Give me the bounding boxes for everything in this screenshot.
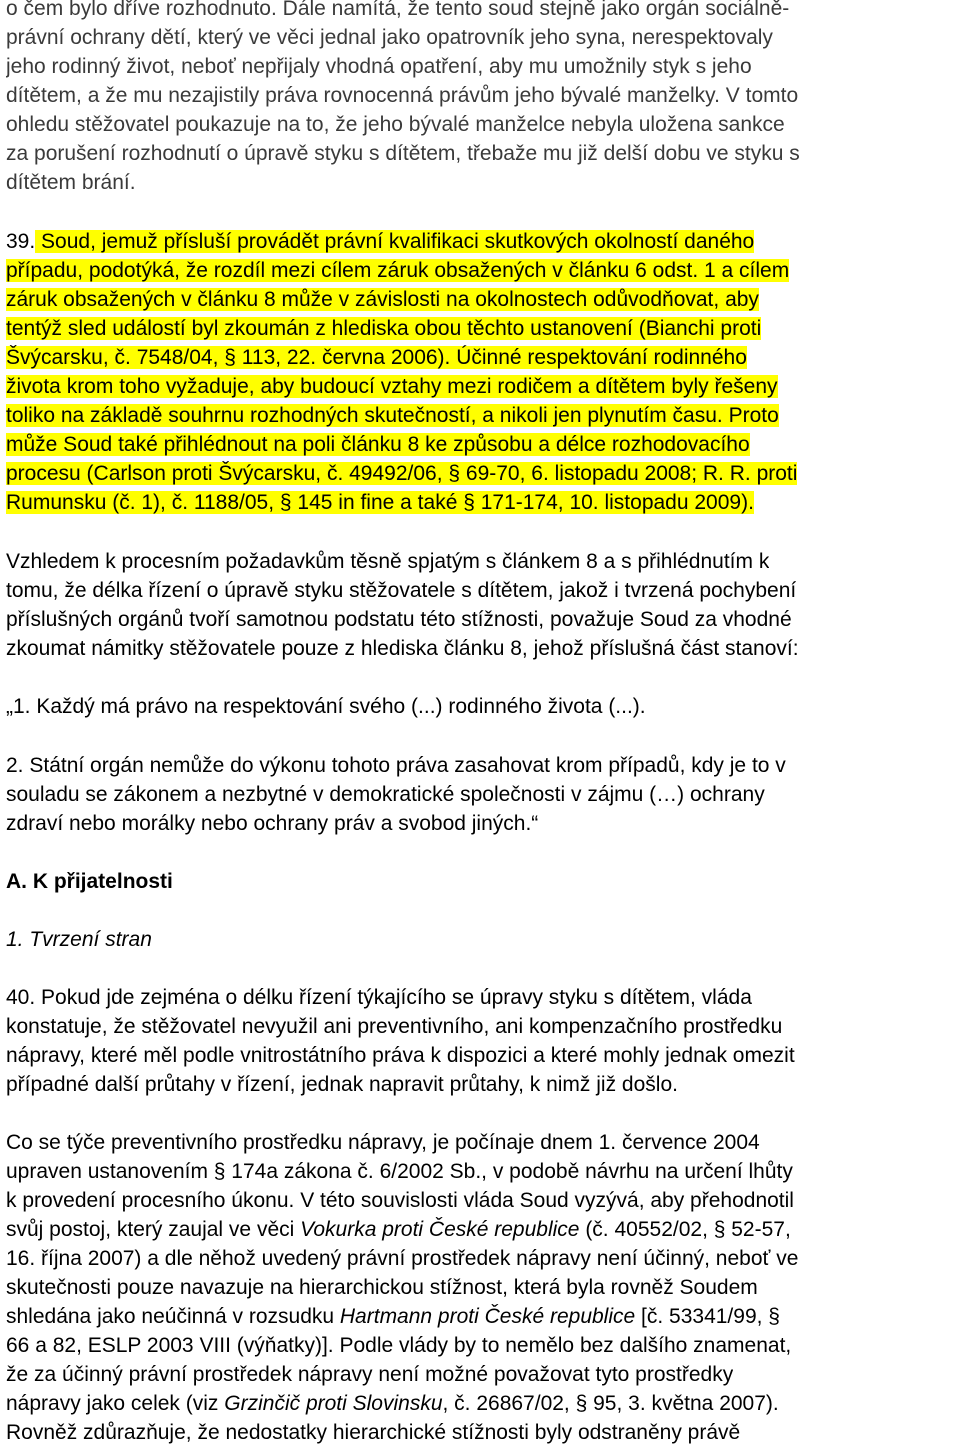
text-line xyxy=(6,488,754,517)
text-line xyxy=(6,401,779,430)
text-line xyxy=(6,459,797,488)
text-line: o čem bylo dříve rozhodnuto. Dále namítá, že tento soud stejně jako orgán sociálně- xyxy=(6,0,790,20)
text-line xyxy=(6,1215,791,1244)
text-line: Co se týče preventivního prostředku nápravy, je počínaje dnem 1. července 2004 xyxy=(6,1131,760,1154)
text-line: zkoumat námitky stěžovatele pouze z hlediska článku 8, jehož příslušná část stanoví: xyxy=(6,637,799,660)
text-segment: shledána jako neúčinná v rozsudku xyxy=(6,1305,340,1328)
text-line: zdraví nebo morálky nebo ochrany práv a svobod jiných.“ xyxy=(6,812,539,835)
text-line xyxy=(6,227,754,256)
text-line: právní ochrany dětí, který ve věci jednal jako opatrovník jeho syna, nerespektovaly xyxy=(6,26,773,49)
text-line: případné další průtahy v řízení, jednak napravit průtahy, k nimž již došlo. xyxy=(6,1073,678,1096)
text-line xyxy=(6,285,759,314)
text-line: skutečnosti pouze navazuje na hierarchickou stížnost, která byla rovněž Soudem xyxy=(6,1276,758,1299)
text-line: upraven ustanovením § 174a zákona č. 6/2002 Sb., v podobě návrhu na určení lhůty xyxy=(6,1160,793,1183)
text-segment: nápravy jako celek (viz xyxy=(6,1392,225,1415)
text-line: ohledu stěžovatel poukazuje na to, že jeho bývalé manželce nebyla uložena sankce xyxy=(6,113,785,136)
text-segment: svůj postoj, který zaujal ve věci xyxy=(6,1218,301,1241)
text-line: souladu se zákonem a nezbytné v demokratické společnosti v zájmu (…) ochrany xyxy=(6,783,765,806)
highlighted-text: může Soud také přihlédnout na poli článku 8 ke způsobu a délce rozhodovacího xyxy=(6,433,750,456)
subsection-heading: 1. Tvrzení stran xyxy=(6,928,152,951)
text-line: dítětem, a že mu nezajistily práva rovnocenná právům jeho bývalé manželky. V tomto xyxy=(6,84,799,107)
text-segment: (č. 40552/02, § 52-57, xyxy=(579,1218,791,1241)
text-line: Vzhledem k procesním požadavkům těsně spjatým s článkem 8 a s přihlédnutím k xyxy=(6,550,770,573)
highlighted-text: Rumunsku (č. 1), č. 1188/05, § 145 in fine a také § 171-174, 10. listopadu 2009). xyxy=(6,491,754,514)
highlighted-text: Švýcarsku, č. 7548/04, § 113, 22. června 2006). Účinné respektování rodinného xyxy=(6,346,747,369)
text-line: 2. Státní orgán nemůže do výkonu tohoto práva zasahovat krom případů, kdy je to v xyxy=(6,754,786,777)
text-line xyxy=(6,314,761,343)
text-line: že za účinný právní prostředek nápravy není možné považovat tyto prostředky xyxy=(6,1363,734,1386)
text-line: konstatuje, že stěžovatel nevyužil ani preventivního, ani kompenzačního prostředku xyxy=(6,1015,783,1038)
highlighted-text: tentýž sled událostí byl zkoumán z hlediska obou těchto ustanovení (Bianchi proti xyxy=(6,317,762,340)
text-line: k provedení procesního úkonu. V této souvislosti vláda Soud vyzývá, aby přehodnotil xyxy=(6,1189,794,1212)
text-line xyxy=(6,1302,780,1331)
text-line: jeho rodinný život, neboť nepřijaly vhodná opatření, aby mu umožnily styk s jeho xyxy=(6,55,752,78)
text-line: za porušení rozhodnutí o úpravě styku s dítětem, třebaže mu již delší dobu ve styku s xyxy=(6,142,800,165)
case-name: Vokurka proti České republice xyxy=(300,1218,580,1241)
highlighted-text: záruk obsažených v článku 8 může v závislosti na okolnostech odůvodňovat, aby xyxy=(6,288,759,311)
text-line: dítětem brání. xyxy=(6,171,136,194)
text-line xyxy=(6,343,747,372)
highlighted-text: Soud, jemuž přísluší provádět právní kvalifikaci skutkových okolností daného xyxy=(35,230,755,253)
text-line: příslušných orgánů tvoří samotnou podstatu této stížnosti, považuje Soud za vhodné xyxy=(6,608,792,631)
highlighted-text: toliko na základě souhrnu rozhodných skutečností, a nikoli jen plynutím času. Proto xyxy=(6,404,779,427)
text-line xyxy=(6,1389,779,1418)
text-line: tomu, že délka řízení o úpravě styku stěžovatele s dítětem, jakož i tvrzená pochybení xyxy=(6,579,797,602)
text-line xyxy=(6,430,750,459)
case-name: Grzinčič proti Slovinsku xyxy=(224,1392,443,1415)
text-line: nápravy, které měl podle vnitrostátního práva k dispozici a které mohly jednak omezit xyxy=(6,1044,795,1067)
text-segment: [č. 53341/99, § xyxy=(635,1305,780,1328)
highlighted-text: případu, podotýká, že rozdíl mezi cílem záruk obsažených v článku 6 odst. 1 a cílem xyxy=(6,259,790,282)
case-name: Hartmann proti České republice xyxy=(339,1305,636,1328)
highlighted-text: procesu (Carlson proti Švýcarsku, č. 49492/06, § 69-70, 6. listopadu 2008; R. R. proti xyxy=(6,462,798,485)
section-heading: A. K přijatelnosti xyxy=(6,870,173,893)
text-line: 40. Pokud jde zejména o délku řízení týkajícího se úpravy styku s dítětem, vláda xyxy=(6,986,752,1009)
text-line xyxy=(6,256,789,285)
highlighted-text: života krom toho vyžaduje, aby budoucí vztahy mezi rodičem a dítětem byly řešeny xyxy=(6,375,778,398)
quote-point-1: „1. Každý má právo na respektování svého (...) rodinného života (...). xyxy=(6,695,646,718)
text-line: 66 a 82, ESLP 2003 VIII (výňatky)]. Podle vlády by to nemělo bez dalšího znamenat, xyxy=(6,1334,792,1357)
text-line: Rovněž zdůrazňuje, že nedostatky hierarchické stížnosti byly odstraněny právě xyxy=(6,1421,741,1444)
text-line: 16. října 2007) a dle něhož uvedený právní prostředek nápravy není účinný, neboť ve xyxy=(6,1247,799,1270)
paragraph-number: 39. xyxy=(6,230,36,253)
text-segment: , č. 26867/02, § 95, 3. května 2007). xyxy=(442,1392,779,1415)
text-line xyxy=(6,372,778,401)
